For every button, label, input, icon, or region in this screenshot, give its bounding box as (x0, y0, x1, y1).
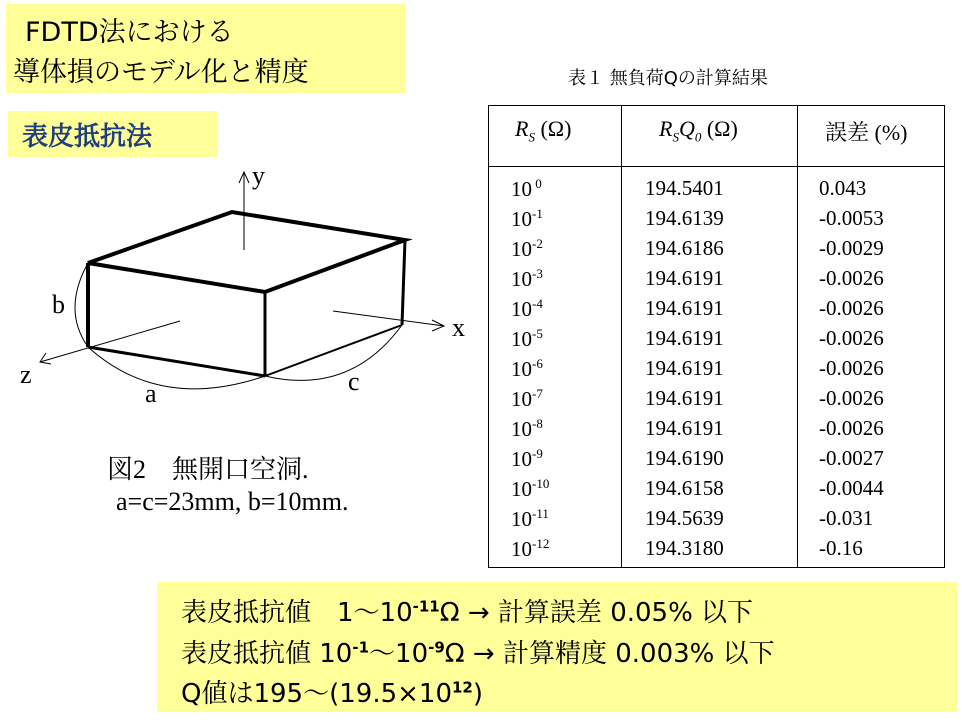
table-row (489, 416, 944, 446)
cell-rs: 10 $^0$ (511, 176, 542, 201)
cell-error: -0.0026 (819, 356, 884, 380)
cell-error: -0.0029 (819, 236, 884, 260)
cell-rs-q0: 194.6190 (645, 446, 724, 470)
cell-error: -0.0026 (819, 266, 884, 290)
cell-rs: $10^{-9}$ (511, 446, 543, 471)
cell-rs-q0: 194.6191 (645, 386, 724, 410)
table-row (489, 326, 944, 356)
cell-rs: $10^{-5}$ (511, 326, 543, 351)
cell-rs: $10^{-4}$ (511, 296, 543, 321)
cell-rs: $10^{-6}$ (511, 356, 543, 381)
cell-error: -0.0026 (819, 326, 884, 350)
cell-rs-q0: 194.6191 (645, 356, 724, 380)
cell-rs: $10^{-1}$ (511, 206, 543, 231)
header-rs-q0: $R_SQ_0$ (Ω) (659, 116, 738, 145)
dim-b-label: b (52, 290, 65, 319)
cell-rs-q0: 194.6191 (645, 416, 724, 440)
z-axis (40, 321, 180, 362)
cell-error: -0.0026 (819, 386, 884, 410)
summary-line-3: Q値は195〜$(19.5\times 10^{12})$ (181, 678, 484, 709)
cell-rs: $10^{-2}$ (511, 236, 543, 261)
box-edge-bottom-left (88, 347, 265, 376)
cell-error: -0.0044 (819, 476, 884, 500)
dim-a-label: a (145, 379, 157, 408)
table-row (489, 476, 944, 506)
cell-error: 0.043 (819, 176, 867, 200)
box-edge-right (402, 240, 405, 325)
cell-rs-q0: 194.6191 (645, 296, 724, 320)
title-line-2: 導体損のモデル化と精度 (13, 57, 309, 88)
cell-error: -0.16 (819, 536, 863, 560)
dim-c-label: c (348, 367, 360, 396)
x-axis (333, 311, 444, 326)
header-rs: $R_S$ (Ω) (515, 116, 572, 145)
cell-rs-q0: 194.5401 (645, 176, 724, 200)
table-row (489, 206, 944, 236)
figure-caption-title: 図2 無開口空洞. (107, 455, 309, 484)
cell-error: -0.0027 (819, 446, 884, 470)
box-edge-bottom-right (265, 325, 402, 376)
results-table (488, 105, 945, 568)
cell-rs: $10^{-10}$ (511, 476, 550, 501)
figure-caption-dims: a=c=23mm, b=10mm. (116, 487, 349, 516)
box-top-face (88, 212, 405, 292)
cell-rs-q0: 194.6158 (645, 476, 724, 500)
cell-rs: $10^{-8}$ (511, 416, 543, 441)
table-row (489, 296, 944, 326)
cell-rs-q0: 194.3180 (645, 536, 724, 560)
cell-rs: $10^{-7}$ (511, 386, 543, 411)
axis-y-label: y (252, 161, 265, 190)
table-row (489, 386, 944, 416)
cell-error: -0.0053 (819, 206, 884, 230)
header-error: 誤差 (%) (825, 120, 908, 145)
table-row (489, 536, 944, 566)
cell-rs: $10^{-12}$ (511, 536, 550, 561)
axis-x-label: x (452, 313, 465, 342)
cell-error: -0.0026 (819, 296, 884, 320)
cell-rs: $10^{-11}$ (511, 506, 549, 531)
title-line-1: FDTD法における (25, 17, 234, 48)
table-row (489, 236, 944, 266)
summary-line-1: 表皮抵抗値 1〜$10^{-11}\Omega$ → 計算誤差 0.05% 以下 (181, 597, 754, 628)
table-header-divider (489, 166, 944, 167)
table-row (489, 356, 944, 386)
cell-rs-q0: 194.6191 (645, 326, 724, 350)
axis-z-label: z (20, 360, 32, 389)
table-row (489, 446, 944, 476)
cavity-figure (0, 150, 480, 410)
summary-line-2: 表皮抵抗値 $10^{-1}$〜$10^{-9}\Omega$ → 計算精度 0.003% 以下 (181, 638, 775, 669)
section-label: 表皮抵抗法 (22, 122, 153, 152)
cell-rs-q0: 194.6191 (645, 266, 724, 290)
cell-rs-q0: 194.6186 (645, 236, 724, 260)
table-row (489, 506, 944, 536)
cell-error: -0.0026 (819, 416, 884, 440)
table-row (489, 266, 944, 296)
dim-arc-a (88, 347, 265, 389)
table-row (489, 176, 944, 206)
cell-rs-q0: 194.6139 (645, 206, 724, 230)
cell-rs: $10^{-3}$ (511, 266, 543, 291)
cell-rs-q0: 194.5639 (645, 506, 724, 530)
table-title: 表１ 無負荷Qの計算結果 (568, 68, 768, 89)
cell-error: -0.031 (819, 506, 874, 530)
